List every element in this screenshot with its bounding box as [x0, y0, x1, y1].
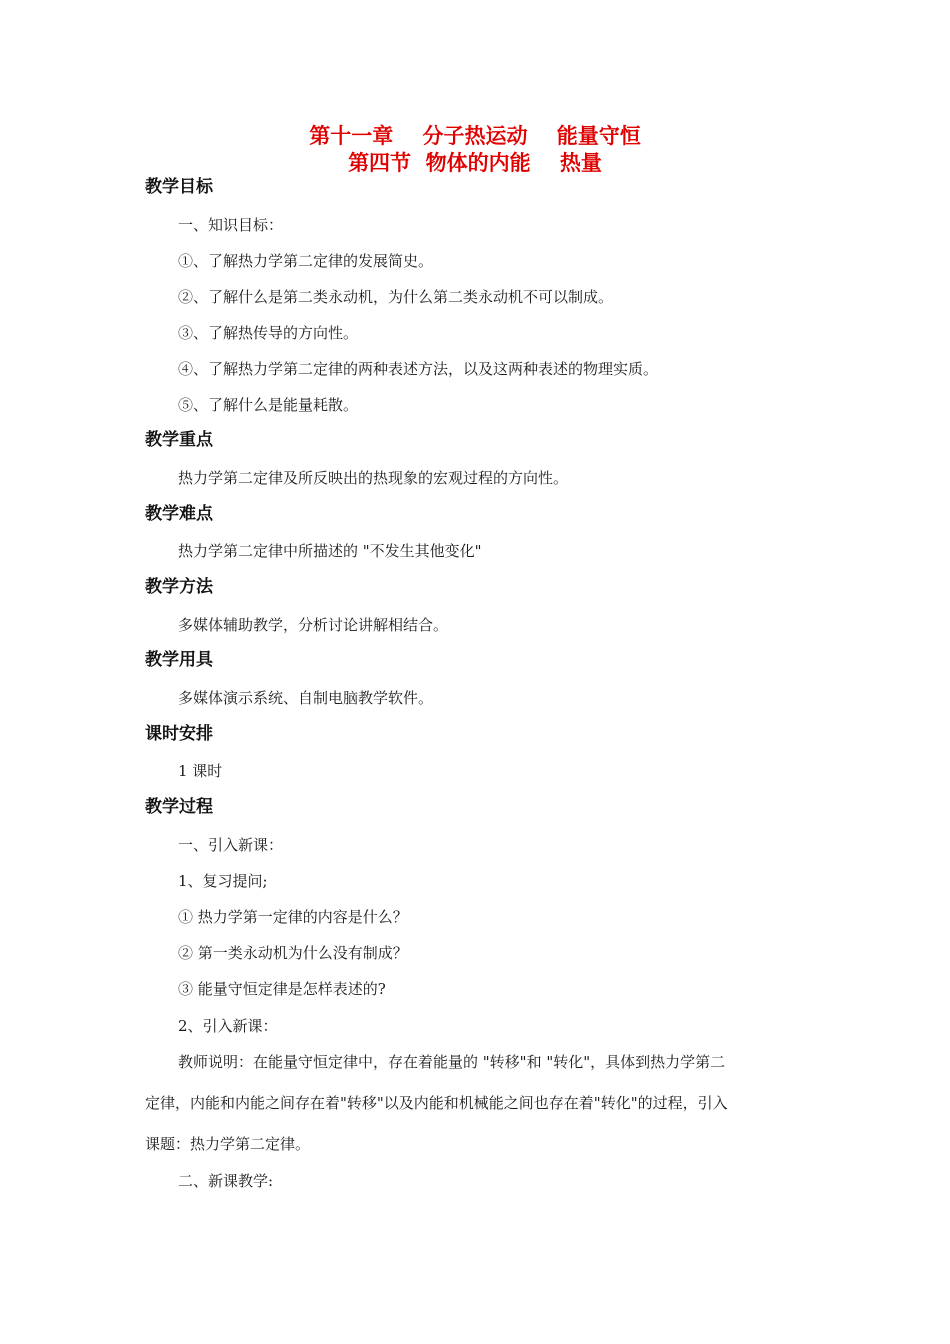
- objective-item: ③、了解热传导的方向性。: [178, 324, 359, 342]
- difficulties-heading: 教学难点: [145, 504, 213, 524]
- process-introduce: 2、引入新课：: [178, 1017, 278, 1035]
- schedule-text: 1 课时: [178, 762, 223, 780]
- objective-item: ①、了解热力学第二定律的发展简史。: [178, 252, 434, 270]
- tools-text: 多媒体演示系统、自制电脑教学软件。: [178, 689, 434, 707]
- objectives-intro: 一、知识目标：: [178, 216, 284, 234]
- process-heading: 教学过程: [145, 797, 213, 817]
- methods-text: 多媒体辅助教学，分析讨论讲解相结合。: [178, 616, 449, 634]
- review-question: ② 第一类永动机为什么没有制成？: [178, 944, 408, 962]
- explanation-line: 课题：热力学第二定律。: [145, 1135, 311, 1153]
- objective-item: ④、了解热力学第二定律的两种表述方法，以及这两种表述的物理实质。: [178, 360, 659, 378]
- tools-heading: 教学用具: [145, 650, 213, 670]
- review-question: ① 热力学第一定律的内容是什么？: [178, 908, 408, 926]
- methods-heading: 教学方法: [145, 577, 213, 597]
- chapter-title: 第十一章 分子热运动 能量守恒: [309, 124, 641, 148]
- key-points-heading: 教学重点: [145, 430, 213, 450]
- process-review: 1、复习提问;: [178, 872, 268, 890]
- schedule-heading: 课时安排: [145, 724, 213, 744]
- objectives-heading: 教学目标: [145, 177, 213, 197]
- process-step-intro: 一、引入新课：: [178, 836, 284, 854]
- difficulties-text: 热力学第二定律中所描述的 "不发生其他变化": [178, 542, 482, 560]
- process-step-new-lesson: 二、新课教学:: [178, 1172, 274, 1190]
- key-points-text: 热力学第二定律及所反映出的热现象的宏观过程的方向性。: [178, 469, 569, 487]
- objective-item: ②、了解什么是第二类永动机，为什么第二类永动机不可以制成。: [178, 288, 614, 306]
- section-title: 第四节 物体的内能 热量: [348, 151, 602, 175]
- explanation-line: 教师说明：在能量守恒定律中，存在着能量的 "转移"和 "转化"，具体到热力学第二: [178, 1053, 726, 1071]
- explanation-line: 定律，内能和内能之间存在着"转移"以及内能和机械能之间也存在着"转化"的过程，引入: [145, 1094, 728, 1112]
- review-question: ③ 能量守恒定律是怎样表述的?: [178, 980, 386, 998]
- objective-item: ⑤、了解什么是能量耗散。: [178, 396, 359, 414]
